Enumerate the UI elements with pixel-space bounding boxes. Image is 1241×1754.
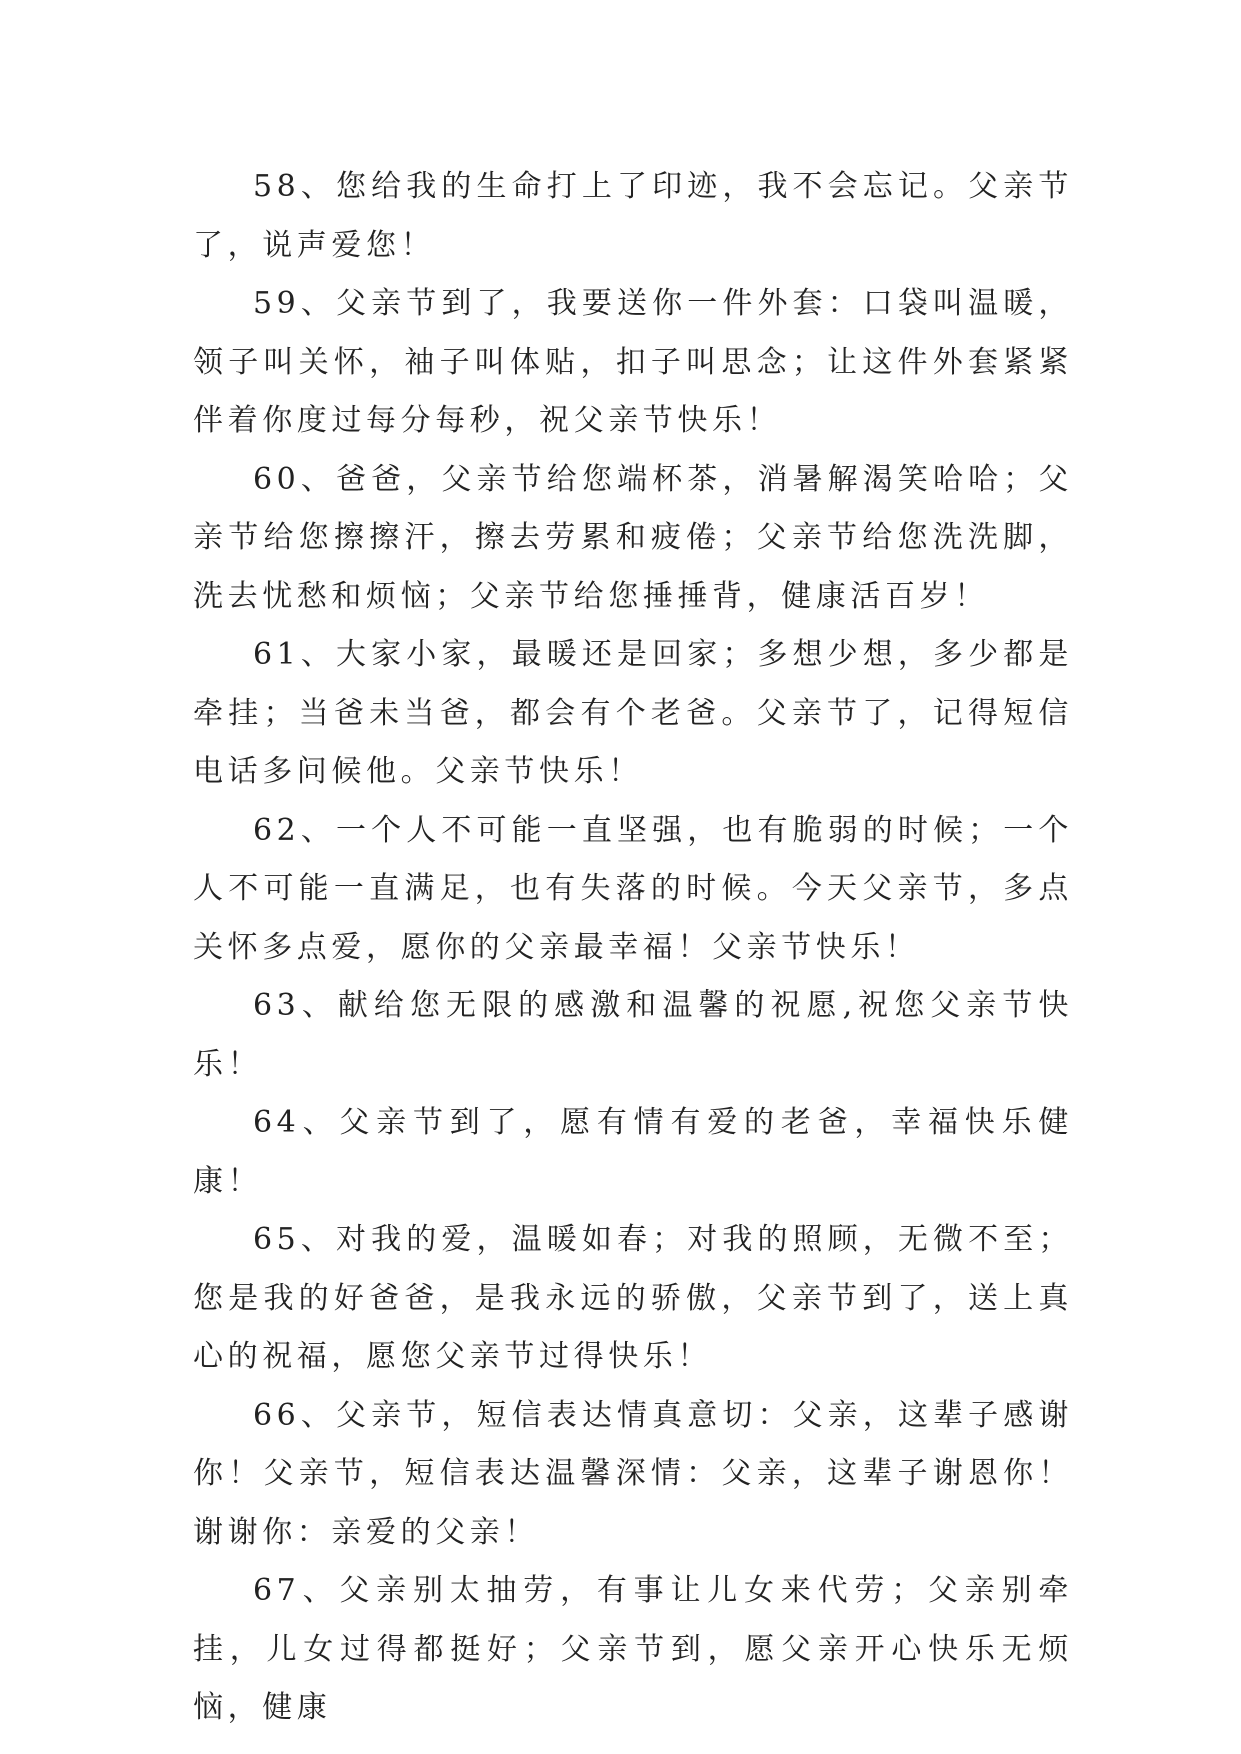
paragraph-64: 64、父亲节到了，愿有情有爱的老爸，幸福快乐健康！ xyxy=(193,1105,1073,1199)
paragraph-65: 65、对我的爱，温暖如春；对我的照顾，无微不至；您是我的好爸爸，是我永远的骄傲，父亲节到了，送上真心的祝福，愿您父亲节过得快乐！ xyxy=(193,1222,1073,1374)
paragraph-60: 60、爸爸，父亲节给您端杯茶，消暑解渴笑哈哈；父亲节给您擦擦汗，擦去劳累和疲倦；父亲节给您洗洗脚，洗去忧愁和烦恼；父亲节给您捶捶背，健康活百岁！ xyxy=(193,461,1073,614)
paragraph-63: 63、献给您无限的感激和温馨的祝愿,祝您父亲节快乐！ xyxy=(193,988,1073,1082)
paragraph-67: 67、父亲别太抽劳，有事让儿女来代劳；父亲别牵挂，儿女过得都挺好；父亲节到，愿父亲开心快乐无烦恼，健康 xyxy=(193,1573,1073,1725)
paragraph-62: 62、一个人不可能一直坚强，也有脆弱的时候；一个人不可能一直满足，也有失落的时候。今天父亲节，多点关怀多点爱，愿你的父亲最幸福！父亲节快乐！ xyxy=(193,812,1073,965)
paragraph-59: 59、父亲节到了，我要送你一件外套：口袋叫温暖，领子叫关怀，袖子叫体贴，扣子叫思念；让这件外套紧紧伴着你度过每分每秒，祝父亲节快乐！ xyxy=(193,286,1073,438)
document-body xyxy=(193,158,1073,1738)
paragraph-66: 66、父亲节，短信表达情真意切：父亲，这辈子感谢你！父亲节，短信表达温馨深情：父亲，这辈子谢恩你！谢谢你：亲爱的父亲！ xyxy=(193,1397,1073,1550)
paragraph-61: 61、大家小家，最暖还是回家；多想少想，多少都是牵挂；当爸未当爸，都会有个老爸。父亲节了，记得短信电话多问候他。父亲节快乐！ xyxy=(193,637,1073,789)
paragraph-58: 58、您给我的生命打上了印迹，我不会忘记。父亲节了，说声爱您！ xyxy=(193,169,1073,263)
